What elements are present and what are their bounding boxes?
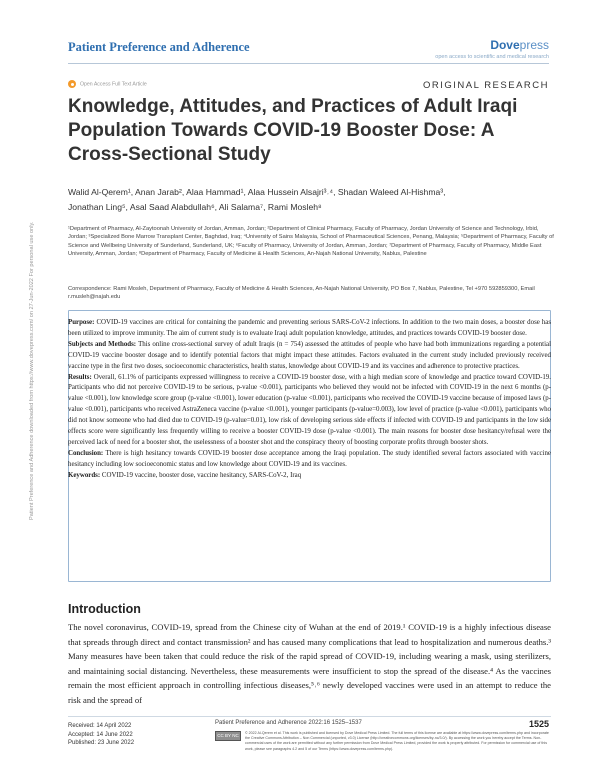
cc-license-icon[interactable] [215,731,241,741]
abstract-keywords [68,471,551,482]
open-access-icon [68,80,76,88]
methods-label: Subjects and Methods: [68,340,137,348]
publisher-logo[interactable] [490,38,549,52]
keywords-label: Keywords: [68,471,101,479]
article-dates [68,722,134,748]
download-side-note: Patient Preference and Adherence downloaded from https://www.dovepress.com/ on 27-Jun-2022 For personal use only. [29,221,35,520]
abstract-purpose [68,318,551,340]
purpose-label: Purpose: [68,319,95,326]
author-list [68,185,553,215]
results-label: Results: [68,373,92,381]
accepted-date: Accepted: 14 June 2022 [68,731,133,738]
footer-divider [68,716,551,717]
methods-text: This online cross-sectional survey of adult Iraqis (n = 754) assessed the attitudes of people who have had both immunizations regarding a potential COVID-19 vaccine booster dosage and to identify potential factors that might impact these attitudes. Factors evaluated in the current study included previously received vaccine type in the first two doses, socioeconomic characteristics, health status, knowledge about COVID-19 and its vaccines and adherence to protective practices. [68,340,551,370]
footer-citation: Patient Preference and Adherence 2022:16 1525–1537 [215,720,362,726]
published-date: Published: 23 June 2022 [68,740,135,746]
received-date: Received: 14 April 2022 [68,723,132,729]
cc-license-text: CC BY NC [217,733,239,738]
journal-header [0,0,600,64]
abstract [68,318,551,482]
introduction-heading: Introduction [68,602,141,616]
article-title: Knowledge, Attitudes, and Practices of Adult Iraqi Population Towards COVID-19 Booster Dose: A Cross-Sectional Study [68,96,518,165]
abstract-conclusion [68,449,551,471]
open-access-text: Open Access Full Text Article [80,81,147,88]
affiliations: ¹Department of Pharmacy, Al-Zaytoonah University of Jordan, Amman, Jordan; ²Department of Clinical Pharmacy, Faculty of Pharmacy, Jordan University of Science and Technology, Irbid, Jordan; ³Specialized Bone Marrow Transplant Center, Baghdad, Iraq; ⁴University of Sains Malaysia, School of Pharmaceutical Sciences, Penang, Malaysia; ⁵Department of Pharmacy, Faculty of Science and Wellbeing University of Sunderland, Sunderland, UK; ⁶Faculty of Pharmacy, University of Jordan, Amman, Jordan; ⁷Department of Pharmacy, Faculty of Pharmacy, Middle East University, Amman, Jordan; ⁸Department of Pharmacy, Faculty of Medicine & Health Sciences, An-Najah National University, Nablus, Palestine [68,226,554,257]
page-number: 1525 [528,719,549,729]
conclusion-text: There is high hesitancy towards COVID-19 booster dose acceptance among the Iraqi population. The study identified several factors associated with vaccine hesitancy including low socioeconomic status and low knowledge about COVID-19 and its vaccines. [68,449,551,468]
introduction-text: The novel coronavirus, COVID-19, spread from the Chinese city of Wuhan at the end of 2019.¹ COVID-19 is a highly infectious disease that spreads through direct and contact transmission² and has caused many complications that lead to hospitalization and numerous deaths.³ Many measures have been taken that could reduce the risk of the rapid spread of COVID-19, including wearing a mask, using sterilizers, and maintaining social distancing. Nevertheless, these measurements were insufficient to stop the spread of the disease.⁴ As the vaccines remain the most efficient approach in controlling infectious diseases,⁵˒⁶ newly developed vaccines were used in an attempt to reduce the risk and the spread of [68,622,551,705]
abstract-methods [68,340,551,373]
abstract-results [68,373,551,449]
publisher-dove: Dove [490,38,520,52]
journal-name[interactable]: Patient Preference and Adherence [68,40,250,54]
keywords-text: COVID-19 vaccine, booster dose, vaccine hesitancy, SARS-CoV-2, Iraq [101,471,302,479]
license-text: © 2022 Al-Qerem et al. This work is published and licensed by Dove Medical Press Limited. The full terms of this license are available at https://www.dovepress.com/terms.php and incorporate the Creative Commons Attribution – Non Commercial (unported, v3.0) License (http://creativecommons.org/licenses/by-nc/3.0/). By accessing the work you hereby accept the Terms. Non-commercial uses of the work are permitted without any further permission from Dove Medical Press Limited, provided the work is properly attributed. For permission for commercial use of this work, please see paragraphs 4.2 and 5 of our Terms (https://www.dovepress.com/terms.php). [245,731,549,751]
conclusion-label: Conclusion: [68,449,104,457]
authors-line-1: Walid Al-Qerem¹, Anan Jarab², Alaa Hammad¹, Alaa Hussein Alsajri³˒⁴, Shadan Waleed Al-Hishma³, [68,187,446,197]
header-divider [68,63,549,64]
publisher-press: press [519,38,549,52]
publisher-tagline: open access to scientific and medical research [435,54,549,60]
section-label: ORIGINAL RESEARCH [423,80,549,91]
purpose-text: COVID-19 vaccines are critical for containing the pandemic and preventing serious SARS-CoV-2 infections. In addition to the two main doses, a booster dose has been utilized to improve immunity. The aim of current study is to evaluate Iraqi adult population knowledge, attitudes, and practices towards COVID-19 booster dose. [68,319,551,337]
correspondence: Correspondence: Rami Mosleh, Department of Pharmacy, Faculty of Medicine & Health Sciences, An-Najah National University, PO Box 7, Nablus, Palestine, Tel +970 592859300, Email r.musleh@najah.edu [68,286,535,301]
results-text: Overall, 61.1% of participants expressed willingness to receive a COVID-19 booster dose, with a high median score of knowledge and practice toward COVID-19. Participants who did not perceive COVID-19 to be serious, p-value <0.001), participants who believed they would not be infected with COVID-19 in the next 6 months (p-value <0.001), low knowledge score group (p-value <0.001), lower education (p-value <0.001), participants who received the COVID-19 vaccine because of imposed laws (p-value <0.001), participants who received AstraZeneca vaccine (p-value <0.001), younger participants (p-value=0.003), low level of practice (p-value <0.001), participants who did not know someone who had died due to COVID-19 (p-value=0.01), low risk of developing serious side effects if infected with COVID-19 and participants in the low side effects score were significantly less frequently willing to receive a booster COVID-19 dose (p-value <0.001). The main reasons for booster dose hesitancy/refusal were the perceived lack of need for a booster shot, the uselessness of a booster shot and the conspiracy theory of boosting corporate profits through booster shots. [68,373,551,446]
open-access-label [68,80,147,88]
authors-line-2: Jonathan Ling⁵, Asal Saad Alabdullah⁶, Ali Salama⁷, Rami Mosleh⁸ [68,202,322,212]
